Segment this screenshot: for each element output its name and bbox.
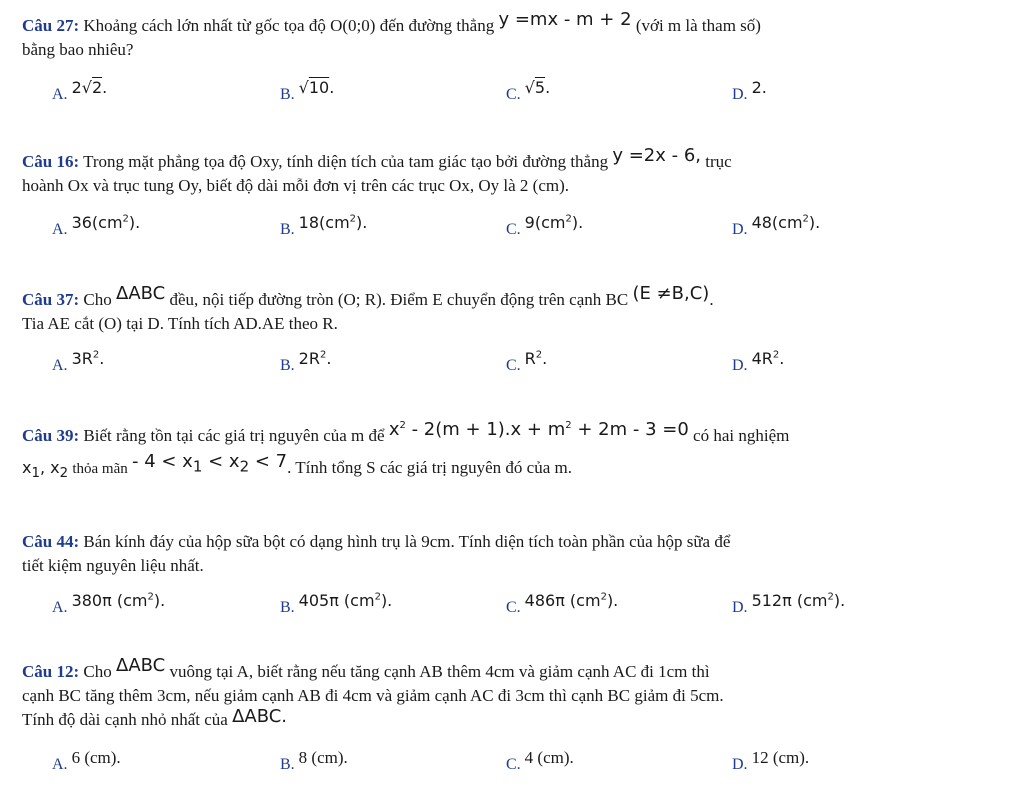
option-c[interactable]: C. √5. xyxy=(506,78,551,103)
question-27 xyxy=(22,9,997,103)
answer-options xyxy=(22,208,997,238)
option-a[interactable]: A. 6 (cm). xyxy=(52,748,121,773)
option-c[interactable]: C. $R^2$. xyxy=(506,349,548,375)
question-44-line1 xyxy=(22,530,997,554)
option-c[interactable]: C. 4 (cm). xyxy=(506,748,574,773)
option-b[interactable]: B. $2R^2$. xyxy=(280,349,332,375)
question-text: đến đường thẳng xyxy=(379,16,495,35)
option-a[interactable]: A. $3R^2$. xyxy=(52,349,105,375)
math-triangle: ΔABC xyxy=(116,283,166,304)
question-39-line1 xyxy=(22,420,997,448)
math-roots: $x_1$, $x_2$ xyxy=(22,458,69,482)
question-12-line2: cạnh BC tăng thêm 3cm, nếu giảm cạnh AB đi 4cm và giảm cạnh AC đi 3cm thì cạnh BC giảm đi 5cm. xyxy=(22,686,724,705)
question-16 xyxy=(22,145,997,239)
math-line-equation: y =2x - 6, xyxy=(612,145,702,166)
option-d[interactable]: D. $48(cm^2)$. xyxy=(732,213,821,239)
option-b[interactable]: B. √10. xyxy=(280,78,335,103)
question-39-line2 xyxy=(22,451,997,486)
question-text: Trong mặt phẳng tọa độ Oxy, tính diện tích của tam giác tạo bởi đường thẳng xyxy=(83,152,609,171)
question-44-line2: tiết kiệm nguyên liệu nhất. xyxy=(22,556,204,575)
question-text: đều, nội tiếp đường tròn (O; R). Điểm E chuyển động trên cạnh BC xyxy=(169,290,629,309)
option-c[interactable]: C. $9(cm^2)$. xyxy=(506,213,584,239)
option-a[interactable]: A. 380π $(cm^2)$. xyxy=(52,591,166,617)
question-text: . xyxy=(709,290,714,309)
math-triangle: ΔABC. xyxy=(232,706,288,727)
question-number: Câu 37: xyxy=(22,290,80,309)
math-line-equation: y =mx - m + 2 xyxy=(498,9,632,30)
question-37-line2: Tia AE cắt (O) tại D. Tính tích AD.AE theo R. xyxy=(22,314,338,333)
math-origin: O(0;0) xyxy=(330,16,376,35)
question-number: Câu 27: xyxy=(22,16,80,35)
answer-options xyxy=(22,746,997,776)
option-b[interactable]: B. 8 (cm). xyxy=(280,748,348,773)
question-16-line1 xyxy=(22,145,997,174)
question-text: Cho xyxy=(83,290,112,309)
question-text: Cho xyxy=(83,662,112,681)
answer-options xyxy=(22,344,997,374)
option-d[interactable]: D. $4R^2$. xyxy=(732,349,785,375)
answer-options xyxy=(22,586,997,616)
question-text: . Tính tổng S các giá trị nguyên đó của m. xyxy=(287,458,572,477)
question-12 xyxy=(22,655,997,773)
math-quadratic: $x^2 - 2(m + 1).x + m^2 + 2m - 3 =0$ xyxy=(388,419,689,440)
question-39 xyxy=(22,420,997,486)
math-inequality: - $4 < x_1 < x_2 < 7$ xyxy=(131,451,288,476)
option-b[interactable]: B. $18(cm^2)$. xyxy=(280,213,368,239)
option-c[interactable]: C. 486π $(cm^2)$. xyxy=(506,591,619,617)
question-12-line3 xyxy=(22,708,997,732)
option-a[interactable]: A. 2√2. xyxy=(52,78,108,103)
question-12-line1 xyxy=(22,655,997,684)
question-number: Câu 39: xyxy=(22,426,80,445)
question-text: Khoảng cách lớn nhất từ gốc tọa độ xyxy=(83,16,326,35)
question-37 xyxy=(22,283,997,375)
question-text: trục xyxy=(705,152,732,171)
question-text: vuông tại A, biết rằng nếu tăng cạnh AB thêm 4cm và giảm cạnh AC đi 1cm thì xyxy=(169,662,710,681)
option-b[interactable]: B. 405π $(cm^2)$. xyxy=(280,591,393,617)
question-44 xyxy=(22,530,997,617)
question-16-line2: hoành Ox và trục tung Oy, biết độ dài mỗi đơn vị trên các trục Ox, Oy là 2 (cm). xyxy=(22,176,570,195)
math-triangle: ΔABC xyxy=(116,655,166,676)
question-number: Câu 16: xyxy=(22,152,80,171)
question-text: có hai nghiệm xyxy=(693,426,790,445)
math-condition: (E ≠B,C) xyxy=(632,283,710,304)
option-d[interactable]: D. 512π $(cm^2)$. xyxy=(732,591,846,617)
question-27-line2: bằng bao nhiêu? xyxy=(22,40,134,59)
option-d[interactable]: D. 12 (cm). xyxy=(732,748,810,773)
question-37-line1 xyxy=(22,283,997,312)
question-text: Tính độ dài cạnh nhỏ nhất của xyxy=(22,710,228,729)
question-number: Câu 44: xyxy=(22,532,80,551)
question-text: Bán kính đáy của hộp sữa bột có dạng hình trụ là 9cm. Tính diện tích toàn phần của hộp sữa để xyxy=(83,532,731,551)
option-d[interactable]: D. 2. xyxy=(732,78,767,103)
question-27-line1 xyxy=(22,9,997,38)
question-text: Biết rằng tồn tại các giá trị nguyên của m để xyxy=(83,426,385,445)
option-a[interactable]: A. $36(cm^2)$. xyxy=(52,213,141,239)
question-text: (với m là tham số) xyxy=(635,16,761,35)
question-number: Câu 12: xyxy=(22,662,80,681)
question-text: thỏa mãn xyxy=(72,461,128,477)
answer-options xyxy=(22,76,997,106)
